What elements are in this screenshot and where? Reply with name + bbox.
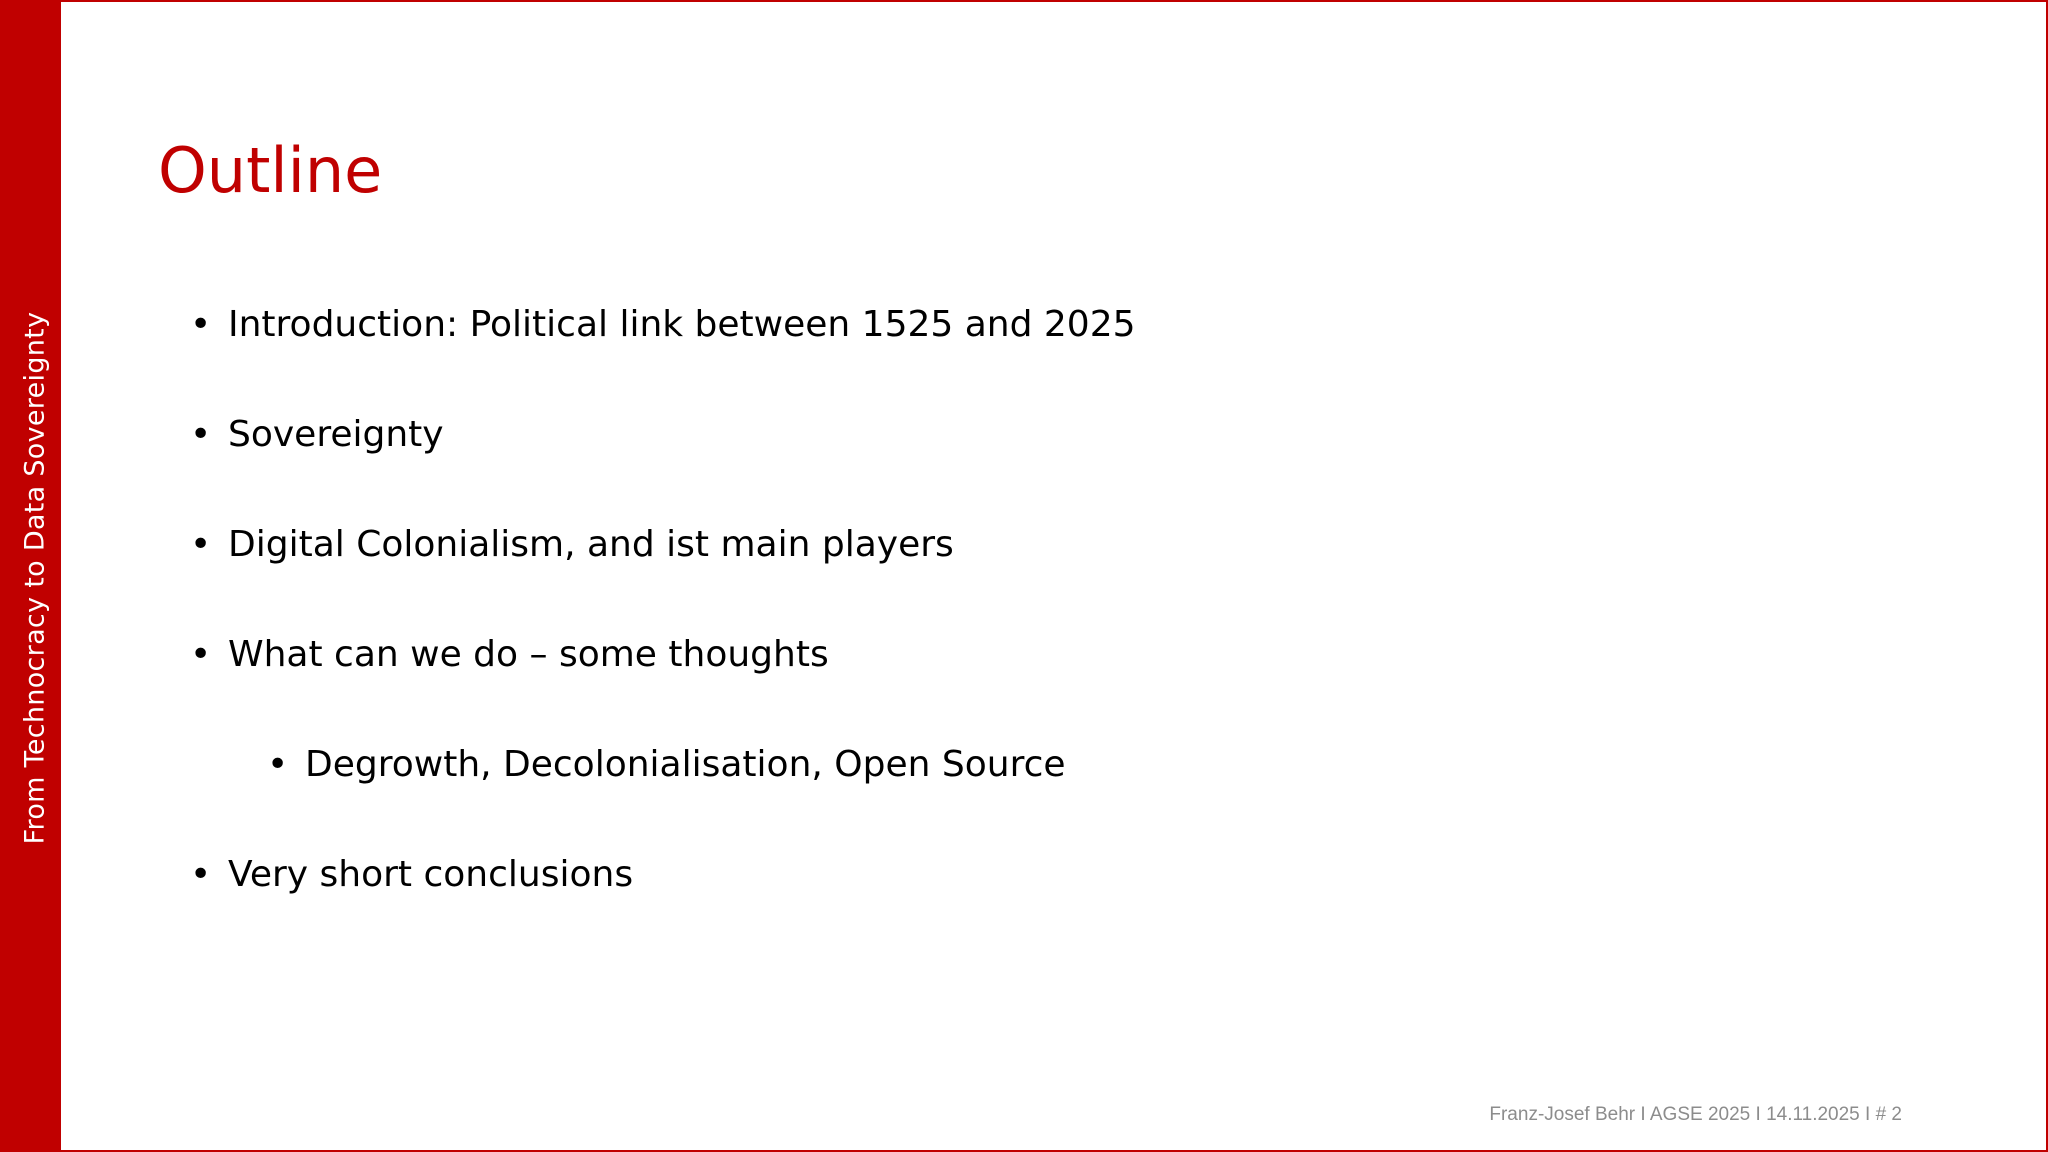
outline-item-text: Degrowth, Decolonialisation, Open Source — [305, 744, 1066, 785]
outline-item-text: Introduction: Political link between 1525 and 2025 — [228, 304, 1136, 345]
bullet-icon: • — [190, 524, 212, 565]
outline-item-text: Digital Colonialism, and ist main players — [228, 524, 954, 565]
bullet-icon: • — [190, 634, 212, 675]
outline-item-text: What can we do – some thoughts — [228, 634, 829, 675]
outline-item-digital-colonialism — [190, 524, 954, 565]
bullet-icon: • — [190, 854, 212, 895]
outline-item-conclusions — [190, 854, 634, 895]
bullet-icon: • — [190, 414, 212, 455]
bullet-icon: • — [267, 744, 289, 785]
outline-subitem-degrowth — [267, 744, 1066, 785]
slide-title: Outline — [158, 134, 383, 207]
sidebar-band — [2, 2, 61, 1150]
sidebar-label: From Technocracy to Data Sovereignty — [19, 311, 51, 845]
outline-item-text: Very short conclusions — [228, 854, 634, 895]
outline-item-what-can-we-do — [190, 634, 829, 675]
slide-footer: Franz-Josef Behr I AGSE 2025 I 14.11.2025 I # 2 — [1489, 1104, 1902, 1125]
outline-item-text: Sovereignty — [228, 414, 444, 455]
outline-item-sovereignty — [190, 414, 444, 455]
bullet-icon: • — [190, 304, 212, 345]
outline-item-introduction — [190, 304, 1136, 345]
